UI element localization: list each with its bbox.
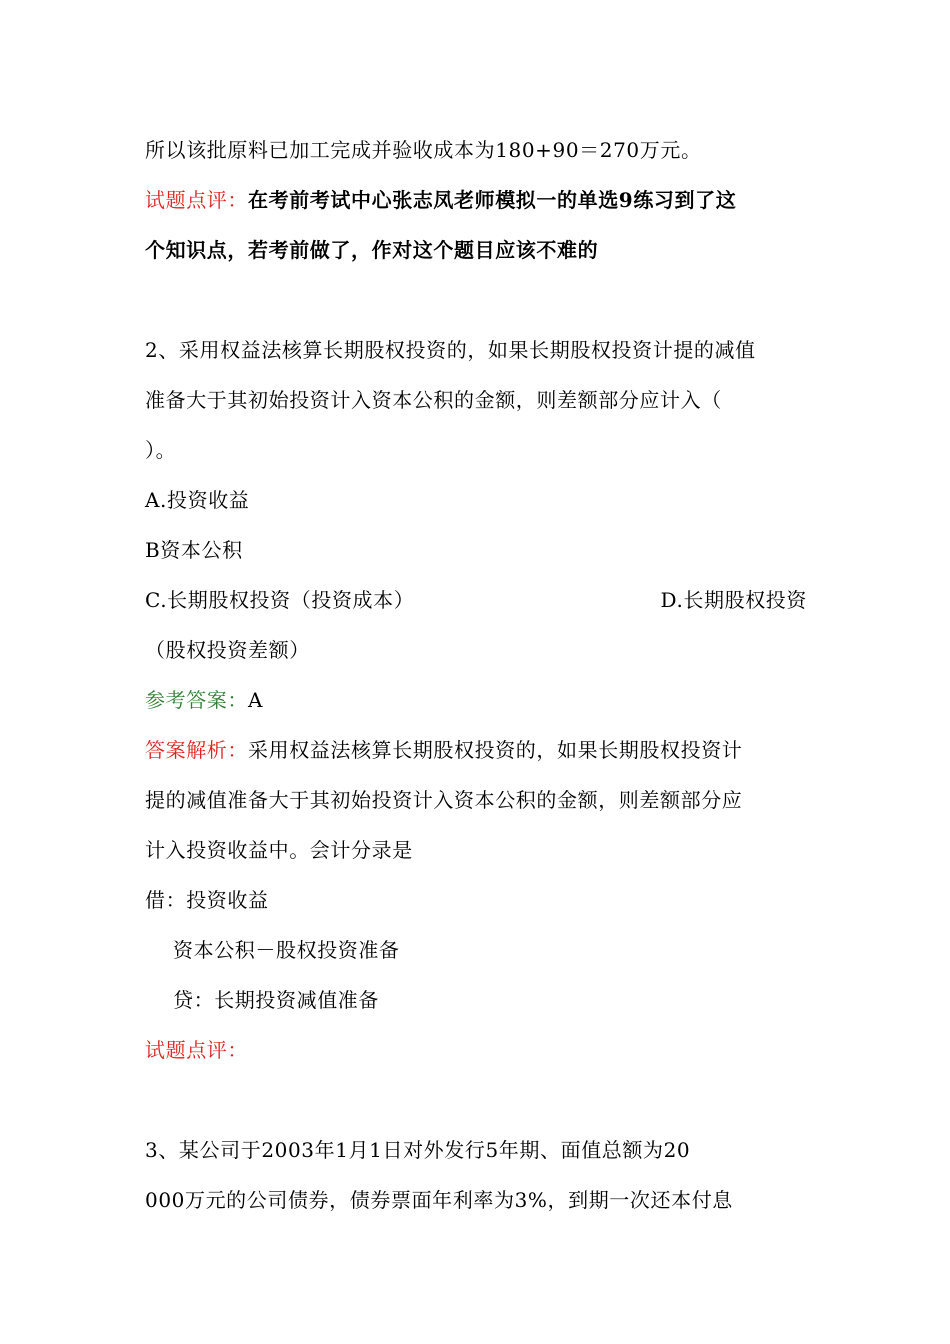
journal-debit-text: 借：投资收益	[145, 888, 269, 912]
option-a-text: A.投资收益	[145, 488, 250, 512]
option-c-d-row	[145, 575, 807, 625]
analysis-line-2	[145, 775, 807, 825]
cost-conclusion-text: 所以该批原料已加工完成并验收成本为180+90＝270万元。	[145, 138, 702, 162]
journal-debit	[145, 875, 807, 925]
answer-label: 参考答案：	[145, 688, 248, 712]
question-3-stem-text-cont: 000万元的公司债券，债券票面年利率为3%，到期一次还本付息	[145, 1188, 733, 1212]
reference-answer	[145, 675, 807, 725]
question-2-comment-label: 试题点评：	[145, 1038, 248, 1062]
option-a	[145, 475, 807, 525]
option-d-text: D.长期股权投资	[660, 588, 807, 612]
analysis-label: 答案解析：	[145, 738, 248, 762]
spacer	[145, 275, 807, 325]
question-3-stem-line-1	[145, 1125, 807, 1175]
answer-value: A	[248, 688, 264, 712]
cost-conclusion-line	[145, 125, 807, 175]
option-b-text: B资本公积	[145, 538, 243, 562]
journal-debit-2-text: 资本公积－股权投资准备	[173, 938, 400, 962]
comment-line-2	[145, 225, 807, 275]
question-3-stem-line-2	[145, 1175, 807, 1225]
analysis-text-end: 计入投资收益中。会计分录是	[145, 838, 413, 862]
journal-credit-text: 贷：长期投资减值准备	[173, 988, 379, 1012]
question-2-stem-line-1	[145, 325, 807, 375]
question-2-comment	[145, 1025, 807, 1075]
comment-text: 在考前考试中心张志凤老师模拟一的单选9练习到了这	[248, 188, 737, 212]
question-2-stem-line-3	[145, 425, 807, 475]
analysis-text: 采用权益法核算长期股权投资的，如果长期股权投资计	[248, 738, 743, 762]
comment-text-cont: 个知识点，若考前做了，作对这个题目应该不难的	[145, 238, 599, 262]
analysis-line-3	[145, 825, 807, 875]
question-2-stem-text: 2、采用权益法核算长期股权投资的，如果长期股权投资计提的减值	[145, 338, 756, 362]
question-2-stem-text-end: ）。	[145, 438, 177, 462]
comment-label: 试题点评：	[145, 188, 248, 212]
analysis-line-1	[145, 725, 807, 775]
option-d-text-cont: （股权投资差额）	[145, 638, 310, 662]
question-3-stem-text: 3、某公司于2003年1月1日对外发行5年期、面值总额为20	[145, 1138, 691, 1162]
question-2-stem-text-cont: 准备大于其初始投资计入资本公积的金额，则差额部分应计入（	[145, 388, 722, 412]
comment-line-1	[145, 175, 807, 225]
question-2-stem-line-2	[145, 375, 807, 425]
spacer-2	[145, 1075, 807, 1125]
option-d-continued	[145, 625, 807, 675]
option-c-text: C.长期股权投资（投资成本）	[145, 588, 415, 612]
journal-debit-2	[145, 925, 807, 975]
option-b	[145, 525, 807, 575]
analysis-text-cont: 提的减值准备大于其初始投资计入资本公积的金额，则差额部分应	[145, 788, 743, 812]
document-page	[145, 125, 807, 1225]
journal-credit	[145, 975, 807, 1025]
